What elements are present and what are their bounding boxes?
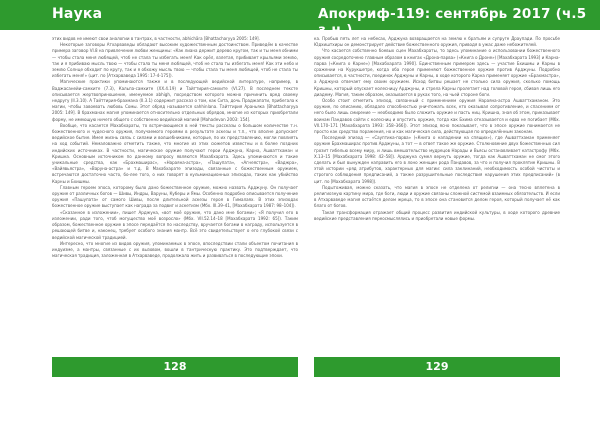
page-header xyxy=(0,0,600,38)
paragraph: Главным героем эпоса, которому было дано божественное оружие, можно назвать Арджуну. Он получает оружие от различных богов — Шивы, Индры, Варуны, Куберы и Ямы. Особенно подробно описывается получение оружия «Пашупата» от самого Шивы, после длительной аскезы героя в Гималаях. В этих эпизодах божественное оружие выступает как награда за подвиг и аскетизм (Мбх. III.39–41, [Махабхарата 1987: 98–104]). xyxy=(52,184,298,209)
page-number: 128 xyxy=(163,360,187,373)
paragraph: Что касается собственно боевых сцен Махабхараты, то здесь упоминание о использовании божественного оружия сосредоточено главным образом в книгах «Дрона-парва» («Книга о Дроне») [Махабхарата 1993] и Карна-парва («Книга о Карне») [Махабхарата 1990]. Единственным примером здесь — участие Бхишмы и Карны в сражении на Курукшетре, когда оба героя применяют божественное оружие против Арджуны. Подробно описывается, в частности, поединок Арджуны и Карны, в ходе которого Карна применяет оружие «Брахмастра», а Арджуна отвечает ему своим оружием. Исход битвы решает не столько сила оружия, сколько помощь Кришны, который опускает колесницу Арджуны, и стрела Карны пролетает над головой героя, сбивая лишь его диадему. Магия, таким образом, оказывается в руках того, на чьей стороне боги. xyxy=(314,48,560,97)
paragraph: Подытоживая, можно сказать, что магия в эпосе не отделена от религии — она тесно вплетена в религиозную картину мира, где боги, люди и оружие связаны сложной системой взаимных обязательств. И если в Атхарваведе магия остаётся делом жреца, то в эпосе она становится делом героя, который получает её как благо от богов. xyxy=(314,184,560,209)
left-page-footer xyxy=(52,357,298,377)
section-title: Наука xyxy=(52,6,103,22)
paragraph: Интересно, что многие из видов оружия, упоминаемых в эпосе, впоследствии стали объектом почитания в индуизме, а мантры, связанные с их вызовом, вошли в тантрическую практику. Это подтверждает, что магическая традиция, заложенная в Атхарваведе, продолжала жить и развиваться в последующие эпохи. xyxy=(52,240,298,259)
paragraph: «Сказанное в изложении», пишет Арджуна, «вот моё оружие, что дано мне богами»; «Я получил его в изложении, ради того, чтоб могущество моё возросло» (Мбх. VII.52.14–18 [Махабхарата 1992: 65]). Таким образом, божественное оружие в эпосе передаётся по наследству, вручается богами в награду, используется в решающей битве и, наконец, требует особого знания мантр. Всё это свидетельствует о его глубокой связи с ведийской магической традицией. xyxy=(52,209,298,240)
page-gutter xyxy=(298,30,302,424)
paragraph: Такая трансформация отражает общий процесс развития индийской культуры, в ходе которого древние ведийские представления переосмыслялись и приобретали новые формы. xyxy=(314,209,560,221)
right-page-footer xyxy=(314,357,560,377)
paragraph: Некоторые заговоры Атхарваведы обладают высоким художественным достоинством. Приведём в качестве примера заговор VI.8 на привлечение любви женщины: «Как лиана держит дерево кругом, так и ты меня обними — чтобы стала меня любящей, чтоб не стала ты избегать меня! Как орёл, взлетая, прибивает крыльями землю, так и я прибиваю мысль твою — чтобы стала ты меня любящей, чтоб не стала ты избегать меня! Как эти небо и землю Солнце обходит по кругу, так и я обхожу мысль твою — чтобы стала ты меня любящей, чтоб не стала ты избегать меня!» (цит. по [Атхарваведа 1995: 17-4-175]). xyxy=(52,42,298,79)
issue-title: Апокриф-119: сентябрь 2017 (ч.5 з.н.) xyxy=(318,6,587,38)
paragraph: Последний эпизод — «Сауптика-парва» («Книга о нападении на спящих»), где Ашваттхаман применяет оружие Брахмаширас против Арджуны, а тот — в ответ такое же оружие. Столкновение двух божественных сил грозит гибелью всему миру, и лишь вмешательство мудрецов Нарады и Вьясы останавливает катастрофу (Мбх. X.13–15 [Махабхарата 1998: 42–58]). Арджуна сумел вернуть оружие, тогда как Ашваттхаман не смог этого сделать и был вынужден направить его в лоно женщин рода Пандавов, за что и получил проклятие Кришны. В этой истории «ряд атрибутов, характерных для магии: сила заклинаний, необходимость особой чистоты и строгого соблюдения предписаний, а также разрушительные последствия нарушения этих предписаний» (в цит. по [Махабхарата 1998]). xyxy=(314,135,560,184)
paragraph: Особо стоит отметить эпизод, связанный с применением оружия Нараяна-астра Ашваттхаманом. Это оружие, по описанию, обладало способностью уничтожать всех, кто оказывал сопротивление, и спасением от него было лишь смирение — необходимо было сложить оружие и пасть ниц. Кришна, зная об этом, приказывает воинам Пандавов сойти с колесниц и опустить оружие, тогда как Бхима отказывается и едва не погибает (Мбх. VII.170–171 [Махабхарата 1993: 358–366]). Этот эпизод ясно показывает, что в эпосе оружие понимается не просто как средство поражения, но и как магическая сила, действующая по определённым законам. xyxy=(314,98,560,135)
paragraph: Вообще, что касается Махабхараты, то встречающиеся в ней тексты рассказы о большом количестве т.н. божественного и чудесного оружия, получаемого героями в результате аскезы и т.п., что вполне допускает ведийское бытие. Имея жизнь связь с силами и волшебниками, которые, по их представлению, могли повлиять на ход событий. Немаловажно отметить также, что многие из этих сюжетов известны и в более поздних индийских источниках. В частности, магическое оружие получают герои Арджуна, Карна, Ашваттхаман и Кришна. Основным источником по данному вопросу являются Махабхарата. Здесь упоминаются и такие уникальные средства, как «Брахмаширас», «Нараяна-астра», «Пашупата», «Агнеястра», «Ваджра», «Вайявьястра», «Варуна-астра» и т.д. В Махабхарате эпизоды, связанные с божественным оружием, встречаются достаточно часто, бо-лее того, о них говорят в кульминационных эпизодах, таких как убийство Карны и Бхишмы. xyxy=(52,122,298,184)
paragraph: ка. Пробыв пять лет на небесах, Арджуна возвращается на землю к братьям и супруге Драупади. По просьбе Юдхиштхиры он демонстрирует действие божественного оружия, приводя в ужас даже небожителей. xyxy=(314,36,560,48)
page-number: 129 xyxy=(425,360,449,373)
paragraph: Магические практики упоминаются также и в последующей ведийской литературе, например, в Ваджасанейи-самхите (7.3), Кальпа-самхите (XX.4.19) и Тайттирия-самхите (VI.27). В последнем тексте описывается жертвоприношение, именуемое abhigh, посредством которого можно причинить вред своему недругу (II.3.10). А Тайттирия-брахмана (II.3.1) содержит рассказ о том, как Сита, дочь Праджапати, прибегала к магии, чтобы завоевать любовь Сомы. Этот обряд называется sahhinlanа. Тайттирия Араньяка [Bhattacharyya 2005: 149]. В брахманах магия упоминается относительно отдельных обрядов, многие из которых приобретали форму, не имеющую ничего общего с собственно ведийской магией [Mahadevan 2003: 154]. xyxy=(52,79,298,122)
right-page-text xyxy=(314,36,560,352)
left-page-text xyxy=(52,36,298,352)
paragraph: этих видов не имеют свои аналогии в тантрах, в частности, abhichāra [Bhattacharyya 2005: 149]. xyxy=(52,36,260,41)
